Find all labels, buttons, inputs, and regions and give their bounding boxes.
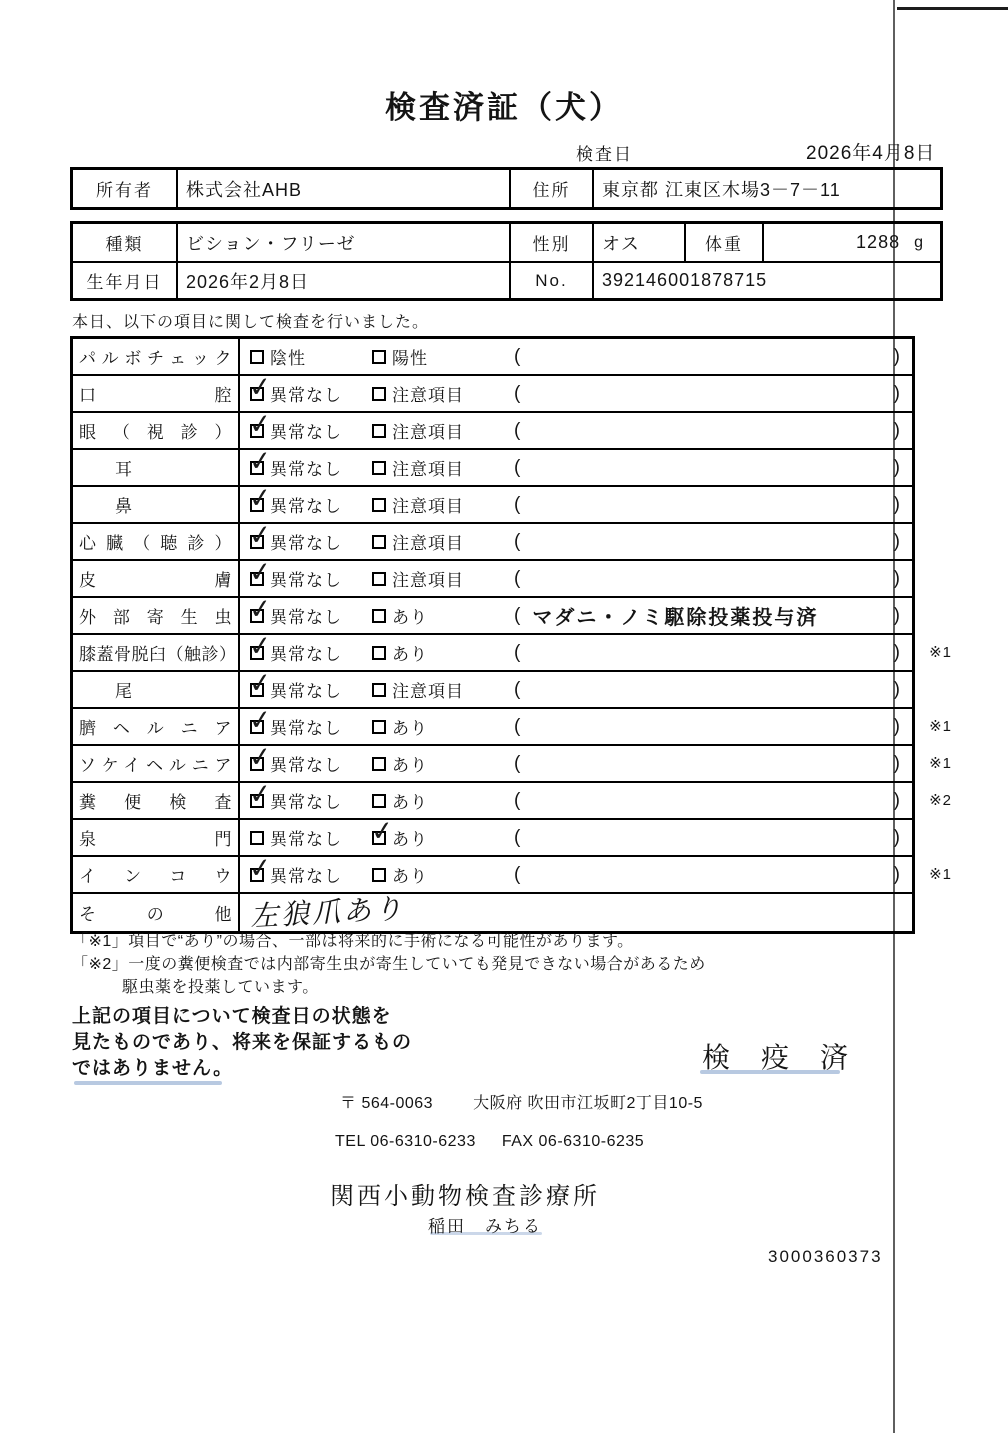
paren-open: ( (514, 493, 521, 515)
row-options (240, 777, 912, 818)
checkbox-icon (372, 535, 386, 549)
option-normal (247, 851, 372, 887)
row-footnote-mark: ※1 (929, 644, 952, 661)
item-label: 皮膚 (79, 571, 232, 590)
inspection-row-parvo (73, 339, 912, 376)
inspection-row-fontanelle (73, 814, 912, 857)
option-label: 異常なし (270, 719, 342, 738)
checkbox-icon (372, 757, 386, 771)
item-label: その他 (79, 905, 232, 924)
sex-value: オス (594, 224, 686, 261)
option-label: 異常なし (270, 571, 342, 590)
disclaimer-line-3: ではありません。 (72, 1058, 234, 1079)
item-label-cell (73, 561, 240, 596)
row-options (240, 851, 912, 892)
inspection-row-inguinal-hernia (73, 740, 952, 783)
checkbox-icon (372, 424, 386, 438)
checkbox-icon (247, 444, 275, 478)
inspection-row-inkou (73, 851, 952, 894)
option-label: あり (392, 719, 428, 738)
item-label-cell (73, 635, 240, 670)
checkbox-icon (247, 666, 275, 700)
row-options (240, 444, 912, 485)
weight-label: 体重 (686, 224, 764, 261)
paren-open: ( (514, 382, 521, 404)
paren-close: ) (893, 345, 900, 367)
disclaimer-text (72, 1004, 412, 1082)
item-label-cell (73, 376, 240, 411)
item-label-cell (73, 894, 240, 931)
paren-close: ) (893, 715, 900, 737)
row-options (240, 629, 912, 670)
checkbox-icon (372, 868, 386, 882)
clinic-postal-code: 〒 564-0063 (340, 1095, 434, 1112)
option-caution (372, 381, 492, 406)
item-label: 耳 (115, 460, 133, 479)
option-label: 異常なし (270, 645, 342, 664)
option-label: 異常なし (270, 423, 342, 442)
row-options (240, 740, 912, 781)
item-label-cell (73, 857, 240, 892)
scan-line-horizontal (897, 7, 1008, 10)
item-label: 膝蓋骨脱臼（触診） (79, 645, 237, 664)
option-label: 注意項目 (392, 534, 464, 553)
paren-close: ) (893, 641, 900, 663)
paren-content: マダニ・ノミ駆除投薬投与済 (532, 607, 819, 629)
item-label-cell (73, 524, 240, 559)
paren-close: ) (893, 604, 900, 626)
inspection-row-eyes (73, 407, 912, 450)
checkbox-icon (372, 609, 386, 623)
option-label: 注意項目 (392, 460, 464, 479)
row-footnote-mark: ※1 (929, 755, 952, 772)
option-label: 異常なし (270, 497, 342, 516)
option-present (372, 788, 492, 813)
checkmark-icon: ✓ (247, 370, 275, 404)
row-footnote-mark: ※1 (929, 866, 952, 883)
inspection-row-heart (73, 518, 912, 561)
item-label-cell (73, 598, 240, 633)
paren-open: ( (514, 530, 521, 552)
sex-label: 性別 (511, 224, 594, 261)
item-label-cell (73, 487, 240, 522)
paren-close: ) (893, 493, 900, 515)
checkmark-icon: ✓ (247, 444, 275, 478)
row-options (240, 370, 912, 411)
intro-text: 本日、以下の項目に関して検査を行いました。 (72, 314, 430, 331)
inspection-row-mouth (73, 370, 912, 413)
weight-unit: g (914, 233, 924, 251)
clinic-phone-line (335, 1133, 644, 1151)
item-label: 外部寄生虫 (79, 608, 232, 627)
paren-open: ( (514, 419, 521, 441)
item-label: 鼻 (115, 497, 133, 516)
checkmark-icon: ✓ (247, 481, 275, 515)
checkmark-icon: ✓ (369, 814, 397, 848)
checkmark-icon: ✓ (247, 851, 275, 885)
weight-value: 1288 (856, 232, 901, 252)
option-normal (247, 518, 372, 554)
paren-open: ( (514, 604, 521, 626)
option-normal (247, 444, 372, 480)
clinic-address-line (340, 1090, 703, 1113)
option-normal (247, 481, 372, 517)
item-label-cell (73, 339, 240, 374)
no-value: 392146001878715 (602, 270, 768, 290)
veterinarian-name: 稲田 みちる (428, 1217, 542, 1236)
option-label: 異常なし (270, 867, 342, 886)
item-label-cell (73, 450, 240, 485)
disclaimer-line-2: 見たものであり、将来を保証するもの (72, 1032, 413, 1053)
checkbox-icon (372, 387, 386, 401)
inspection-row-ears (73, 444, 912, 487)
checkbox-icon (250, 831, 264, 845)
owner-label: 所有者 (73, 170, 178, 207)
option-label: 陽性 (392, 349, 428, 368)
checkbox-icon (247, 740, 275, 774)
option-caution (372, 492, 492, 517)
option-present (372, 640, 492, 665)
clinic-name: 関西小動物検査診療所 (330, 1183, 600, 1210)
row-options (240, 666, 912, 707)
owner-table (70, 167, 943, 210)
checkbox-icon (247, 518, 275, 552)
quarantine-stamp: 検 疫 済 (702, 1043, 861, 1074)
paren-open: ( (514, 567, 521, 589)
breed-label: 種類 (73, 224, 178, 261)
item-label-cell (73, 783, 240, 818)
option-label: あり (392, 793, 428, 812)
inspection-row-other (73, 894, 912, 931)
checkbox-icon (372, 498, 386, 512)
checkbox-icon (372, 572, 386, 586)
row-options (240, 814, 912, 855)
checkbox-icon (247, 481, 275, 515)
option-present (372, 714, 492, 739)
address-label: 住所 (511, 170, 594, 207)
option-caution (372, 418, 492, 443)
footnote-1: 「※1」項目で“あり”の場合、一部は将来的に手術になる可能性があります。 (72, 933, 634, 950)
checkbox-icon (372, 720, 386, 734)
clinic-tel: TEL 06-6310-6233 (335, 1133, 476, 1150)
option-label: 注意項目 (392, 682, 464, 701)
checkbox-icon (369, 814, 397, 848)
paren-open: ( (514, 826, 521, 848)
option-label: あり (392, 830, 428, 849)
paren-close: ) (893, 863, 900, 885)
inspection-row-patella (73, 629, 952, 672)
paren-open: ( (514, 678, 521, 700)
item-label: 眼（視診） (79, 423, 232, 442)
birth-row (73, 261, 940, 298)
paren-close: ) (893, 382, 900, 404)
row-options (240, 703, 912, 744)
footnote-2: 「※2」一度の糞便検査では内部寄生虫が寄生していても発見できない場合があるため (72, 956, 706, 973)
option-negative (250, 344, 372, 369)
item-label: パルボチェック (79, 349, 232, 368)
paren-close: ) (893, 456, 900, 478)
inspection-date-label: 検査日 (576, 145, 633, 164)
inspection-row-umbilical-hernia (73, 703, 952, 746)
option-normal (247, 407, 372, 443)
option-present (372, 603, 492, 628)
checkmark-icon: ✓ (247, 777, 275, 811)
option-normal (247, 740, 372, 776)
option-normal (247, 370, 372, 406)
item-label: ソケイヘルニア (79, 756, 232, 775)
option-normal (247, 629, 372, 665)
item-label: 泉門 (79, 830, 232, 849)
inspection-row-tail (73, 666, 912, 709)
option-caution (372, 455, 492, 480)
checkmark-icon: ✓ (247, 407, 275, 441)
checkbox-icon (250, 350, 264, 364)
paren-close: ) (893, 789, 900, 811)
checkmark-icon: ✓ (247, 518, 275, 552)
option-present (369, 814, 492, 850)
paren-open: ( (514, 456, 521, 478)
option-caution (372, 677, 492, 702)
paren-open: ( (514, 752, 521, 774)
checkbox-icon (247, 407, 275, 441)
birth-label: 生年月日 (73, 263, 178, 298)
option-normal (247, 703, 372, 739)
option-normal (247, 666, 372, 702)
item-label: 糞便検査 (79, 793, 232, 812)
checkmark-icon: ✓ (247, 555, 275, 589)
checkbox-icon (372, 646, 386, 660)
no-label: No. (511, 263, 594, 298)
footnote-2-continued: 駆虫薬を投薬しています。 (122, 979, 319, 996)
weight-cell (764, 224, 940, 261)
owner-value: 株式会社AHB (178, 170, 511, 207)
row-footnote-mark: ※1 (929, 718, 952, 735)
checkmark-icon: ✓ (247, 629, 275, 663)
checkmark-icon: ✓ (247, 703, 275, 737)
item-label: インコウ (79, 867, 232, 886)
option-label: 異常なし (270, 756, 342, 775)
inspection-row-skin (73, 555, 912, 598)
option-label: 注意項目 (392, 571, 464, 590)
checkbox-icon (247, 703, 275, 737)
option-label: あり (392, 645, 428, 664)
paren-close: ) (893, 826, 900, 848)
breed-value: ビション・フリーゼ (178, 224, 511, 261)
item-label-cell (73, 820, 240, 855)
paren-open: ( (514, 345, 521, 367)
checkbox-icon (372, 461, 386, 475)
option-label: 注意項目 (392, 423, 464, 442)
option-label: 注意項目 (392, 386, 464, 405)
paren-close: ) (893, 752, 900, 774)
option-normal (250, 825, 372, 850)
item-label-cell (73, 672, 240, 707)
inspection-row-fecal-exam (73, 777, 952, 820)
row-options (240, 592, 912, 633)
pet-table (70, 221, 943, 301)
row-options (240, 407, 912, 448)
checkbox-icon (372, 683, 386, 697)
option-label: 異常なし (270, 682, 342, 701)
checkbox-icon (247, 629, 275, 663)
option-caution (372, 566, 492, 591)
inspection-row-parasites (73, 592, 912, 635)
row-footnote-mark: ※2 (929, 792, 952, 809)
paren-open: ( (514, 715, 521, 737)
item-label: 尾 (115, 682, 133, 701)
paren-close: ) (893, 530, 900, 552)
item-label: 臍ヘルニア (79, 719, 232, 738)
option-present (372, 751, 492, 776)
row-options (240, 518, 912, 559)
option-present (372, 862, 492, 887)
inspection-date-value: 2026年4月8日 (806, 143, 936, 164)
item-label-cell (73, 746, 240, 781)
option-label: あり (392, 608, 428, 627)
owner-row (73, 170, 940, 207)
row-options (240, 339, 912, 374)
checkbox-icon (247, 777, 275, 811)
row-options (240, 481, 912, 522)
option-label: あり (392, 756, 428, 775)
checkbox-icon (372, 794, 386, 808)
address-value: 東京都 江東区木場3－7－11 (602, 179, 841, 200)
checkmark-icon: ✓ (247, 666, 275, 700)
paren-open: ( (514, 863, 521, 885)
paren-close: ) (893, 419, 900, 441)
checkmark-icon: ✓ (247, 740, 275, 774)
option-normal (247, 777, 372, 813)
option-label: あり (392, 867, 428, 886)
item-label-cell (73, 413, 240, 448)
disclaimer-line-1: 上記の項目について検査日の状態を (72, 1006, 392, 1027)
option-normal (247, 555, 372, 591)
option-positive (372, 344, 492, 369)
clinic-address: 大阪府 吹田市江坂町2丁目10-5 (473, 1095, 703, 1112)
item-label: 口腔 (79, 386, 232, 405)
checkbox-icon (247, 851, 275, 885)
birth-value: 2026年2月8日 (178, 263, 511, 298)
option-label: 異常なし (270, 534, 342, 553)
clinic-fax: FAX 06-6310-6235 (501, 1133, 645, 1150)
inspection-table (70, 336, 952, 934)
checkmark-icon: ✓ (247, 592, 275, 626)
option-label: 異常なし (270, 830, 342, 849)
option-label: 異常なし (270, 608, 342, 627)
paren-close: ) (893, 567, 900, 589)
checkbox-icon (247, 555, 275, 589)
document-serial-number: 3000360373 (768, 1247, 883, 1266)
option-caution (372, 529, 492, 554)
checkbox-icon (247, 370, 275, 404)
option-label: 注意項目 (392, 497, 464, 516)
handwritten-note: 左狼爪あり (249, 892, 406, 932)
option-label: 異常なし (270, 460, 342, 479)
row-options (240, 555, 912, 596)
breed-row (73, 224, 940, 261)
paren-close: ) (893, 678, 900, 700)
inspection-row-nose (73, 481, 912, 524)
row-options (240, 894, 912, 931)
checkbox-icon (247, 592, 275, 626)
item-label-cell (73, 709, 240, 744)
option-label: 異常なし (270, 793, 342, 812)
paren-open: ( (514, 641, 521, 663)
checkbox-icon (372, 350, 386, 364)
option-normal (247, 592, 372, 628)
paren-open: ( (514, 789, 521, 811)
option-label: 陰性 (270, 349, 306, 368)
document-title: 検査済証（犬） (385, 90, 623, 125)
option-label: 異常なし (270, 386, 342, 405)
item-label: 心臓（聴診） (79, 534, 232, 553)
